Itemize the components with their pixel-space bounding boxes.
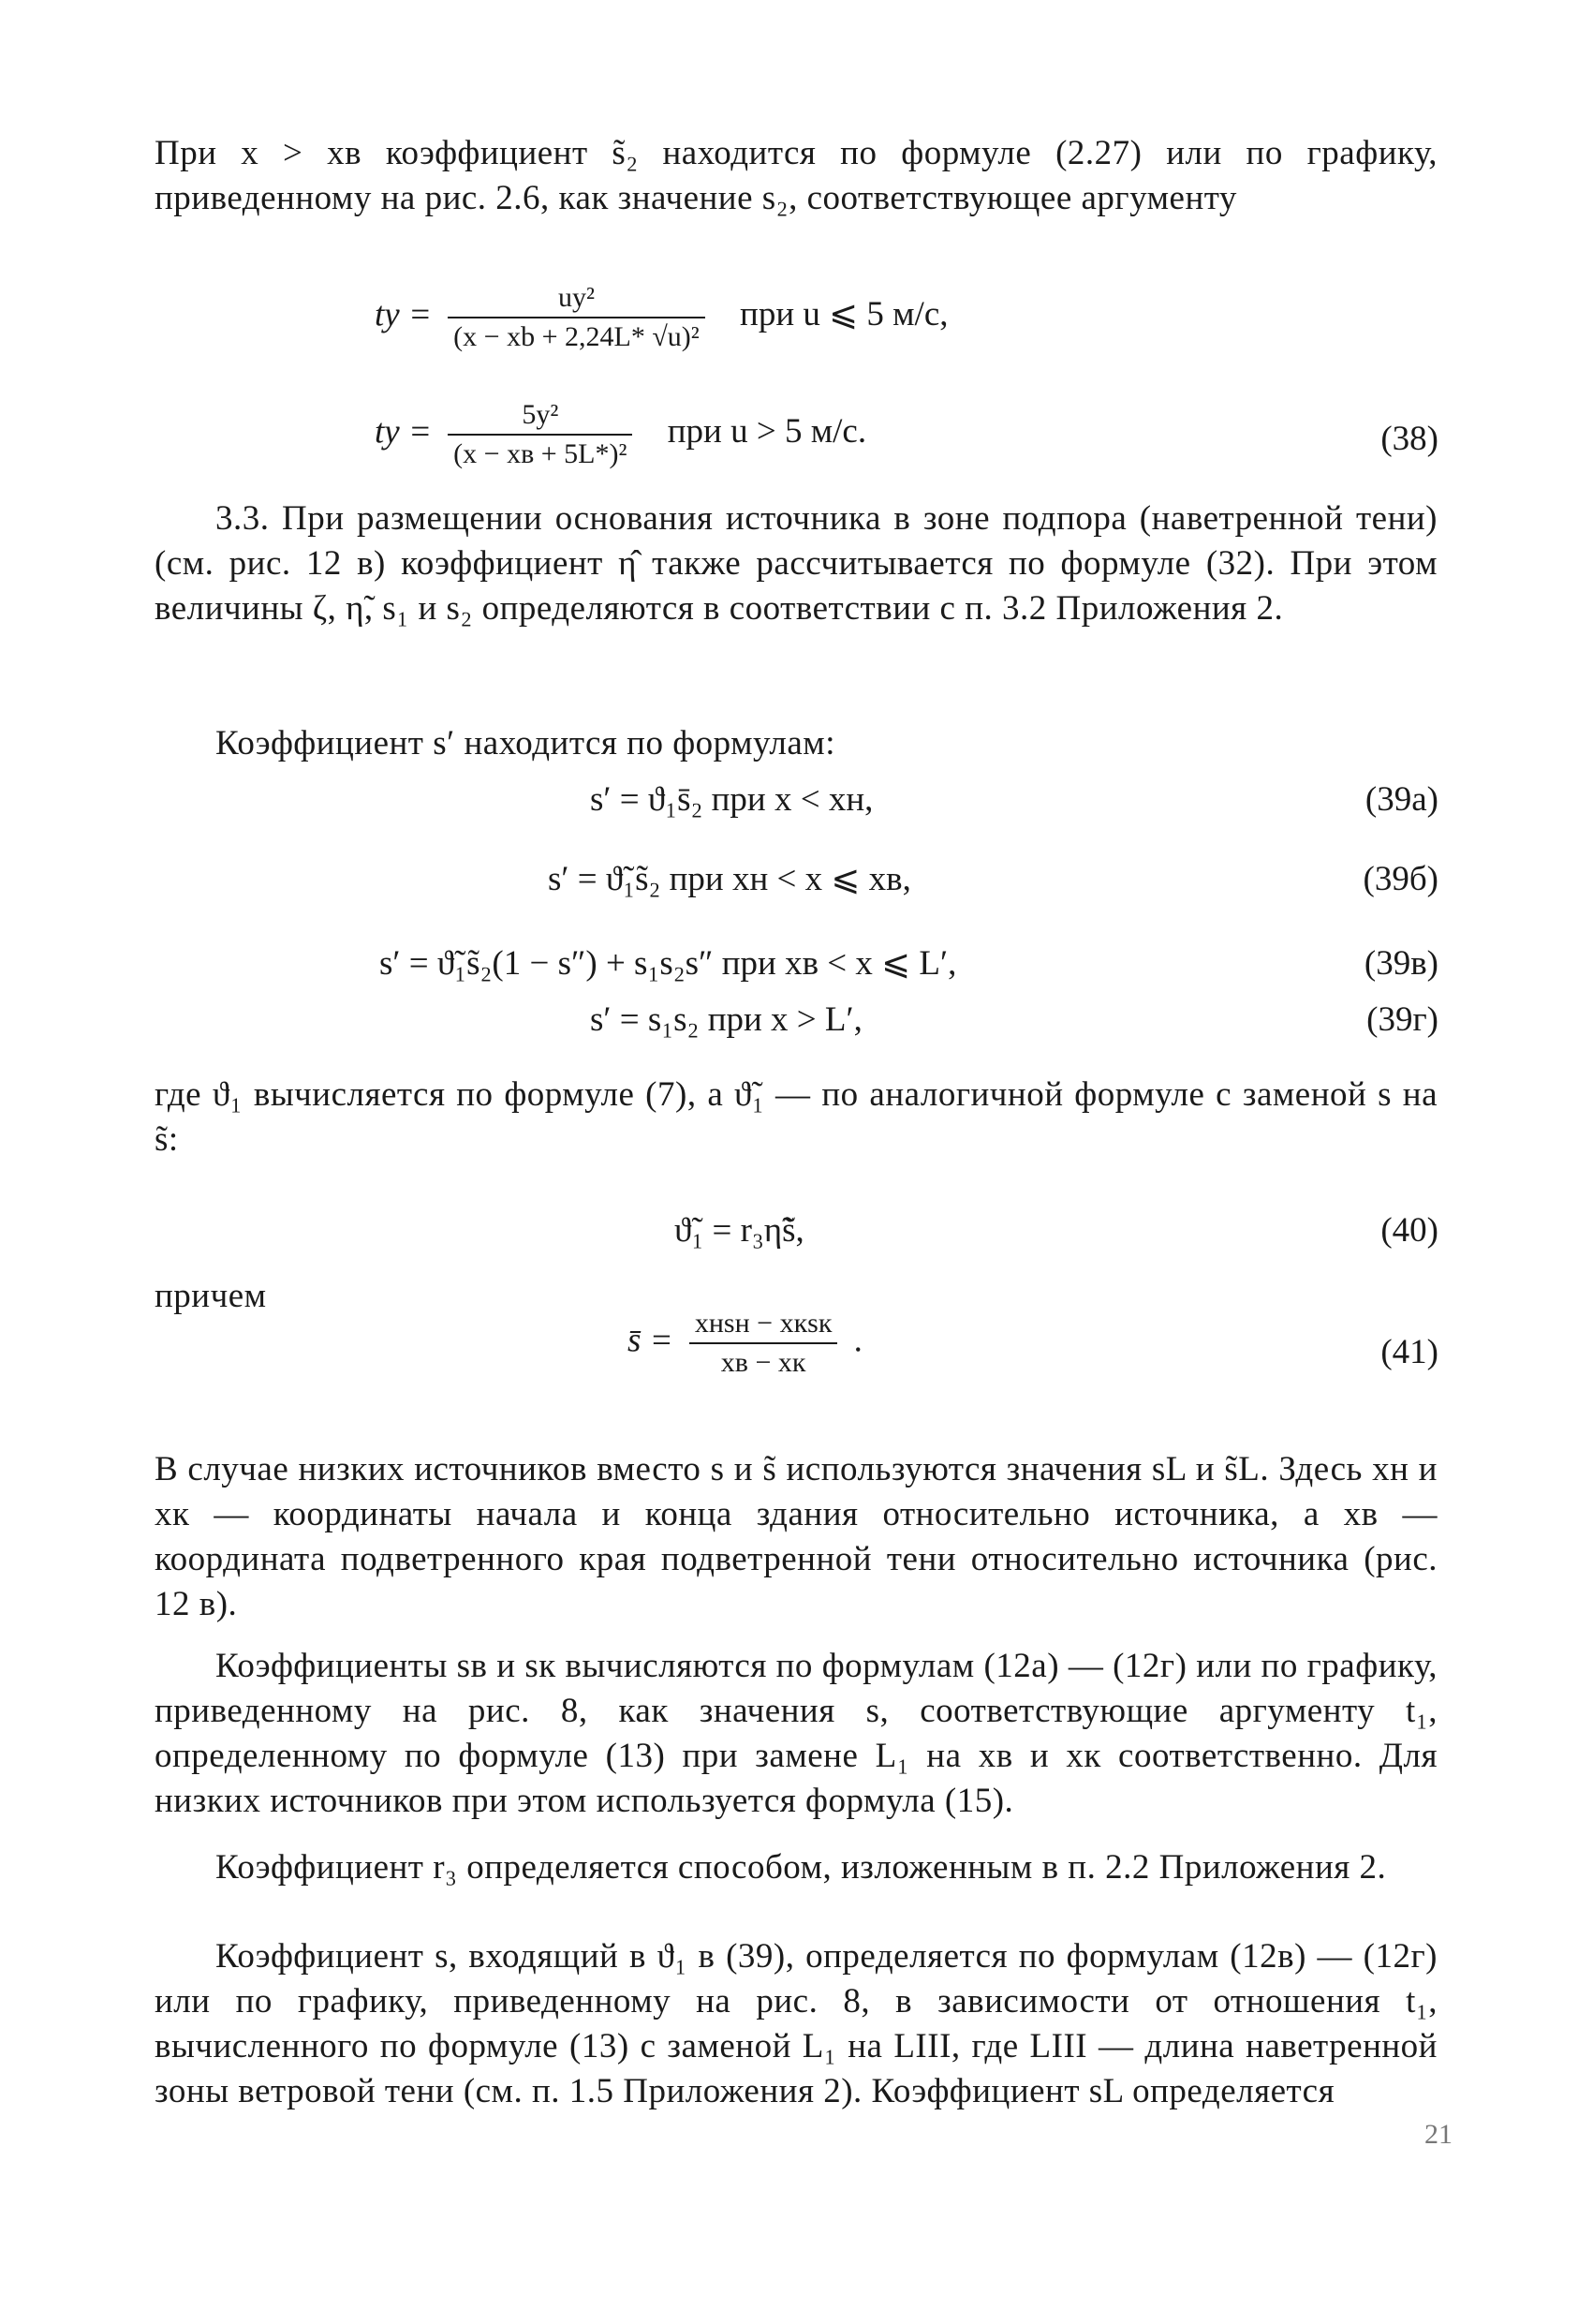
formula-number-41: (41) (1380, 1333, 1438, 1371)
paragraph-2: 3.3. При размещении основания источника в зоне подпора (наветренной тени) (см. рис. 12 в) коэффициент η̂ также рассчитывается по формуле (32). При этом величины ζ, η̃, s₁ и s₂ определяются в соответствии с п. 3.2 Приложения 2. (155, 499, 1438, 628)
formula-number-39v: (39в) (1364, 944, 1438, 983)
fraction-denominator: (x − xb + 2,24L* √u)² (453, 321, 700, 352)
paragraph-3: Коэффициент s′ находится по формулам: (215, 724, 835, 762)
formula-number-39b: (39б) (1363, 860, 1438, 898)
formula-number-38: (38) (1380, 420, 1438, 458)
formula-39g: s′ = s₁s₂ при x > L′, (590, 1000, 863, 1039)
fraction-denominator: (x − xв + 5L*)² (453, 438, 627, 469)
formula-condition: при u > 5 м/с. (667, 412, 867, 451)
formula-lhs: ty = (375, 412, 432, 451)
fraction-denominator: xв − xк (720, 1347, 806, 1378)
formula-41 (627, 1307, 863, 1380)
formula-number-40: (40) (1380, 1211, 1438, 1250)
formula-lhs: s̄ = (627, 1321, 673, 1360)
formula-39a: s′ = ϑ₁s̄₂ при x < xн, (590, 780, 874, 819)
fraction-numerator: xнsн − xкsк (689, 1307, 838, 1344)
paragraph-7: Коэффициенты sв и sк вычисляются по формулам (12а) — (12г) или по графику, приведенному на рис. 8, как значения s, соответствующие аргументу t₁, определенному по формуле (13) при замене L₁ на xв и xк соответственно. Для низких источников при этом используется формула (15). (155, 1647, 1438, 1820)
fraction-numerator: uy² (448, 281, 705, 318)
formula-period: . (853, 1321, 863, 1360)
formula-39b: s′ = ϑ̃₁s̃₂ при xн < x ⩽ xв, (548, 860, 911, 898)
paragraph-1: При x > xв коэффициент s̃₂ находится по формуле (2.27) или по графику, приведенному на рис. 2.6, как значение s₂, соответствующее аргументу (155, 134, 1438, 217)
fraction-numerator: 5y² (448, 398, 632, 436)
formula-number-39g: (39г) (1366, 1000, 1438, 1039)
paragraph-5: причем (155, 1277, 267, 1315)
paragraph-9: Коэффициент s, входящий в ϑ₁ в (39), определяется по формулам (12в) — (12г) или по графику, приведенному на рис. 8, в зависимости от отношения t₁, вычисленного по формуле (13) с заменой L₁ на LIII, где LIII — длина наветренной зоны ветровой тени (см. п. 1.5 Приложения 2). Коэффициент sL определяется (155, 1937, 1438, 2110)
formula-number-39a: (39а) (1364, 780, 1438, 819)
fraction (689, 1307, 838, 1380)
paragraph-6: В случае низких источников вместо s и s̃ используются значения sL и s̃L. Здесь xн и xк — координаты начала и конца здания относительно источника, а xв — координата подветренного края подветренной тени относительно источника (рис. 12 в). (155, 1450, 1438, 1623)
formula-38-line2 (375, 398, 866, 471)
formula-condition: при u ⩽ 5 м/с, (740, 295, 949, 334)
formula-40: ϑ̃₁ = r₃η̃s̃, (674, 1211, 804, 1250)
page-number: 21 (1424, 2119, 1453, 2150)
fraction (448, 398, 632, 471)
formula-39v: s′ = ϑ̃₁s̃₂(1 − s″) + s₁s₂s″ при xв < x ⩽ L′, (379, 944, 957, 983)
paragraph-4: где ϑ₁ вычисляется по формуле (7), а ϑ̃₁ — по аналогичной формуле с заменой s на s̃: (155, 1075, 1438, 1159)
formula-lhs: ty = (375, 295, 432, 334)
paragraph-8: Коэффициент r₃ определяется способом, изложенным в п. 2.2 Приложения 2. (215, 1848, 1387, 1887)
formula-38-line1 (375, 281, 949, 354)
fraction (448, 281, 705, 354)
